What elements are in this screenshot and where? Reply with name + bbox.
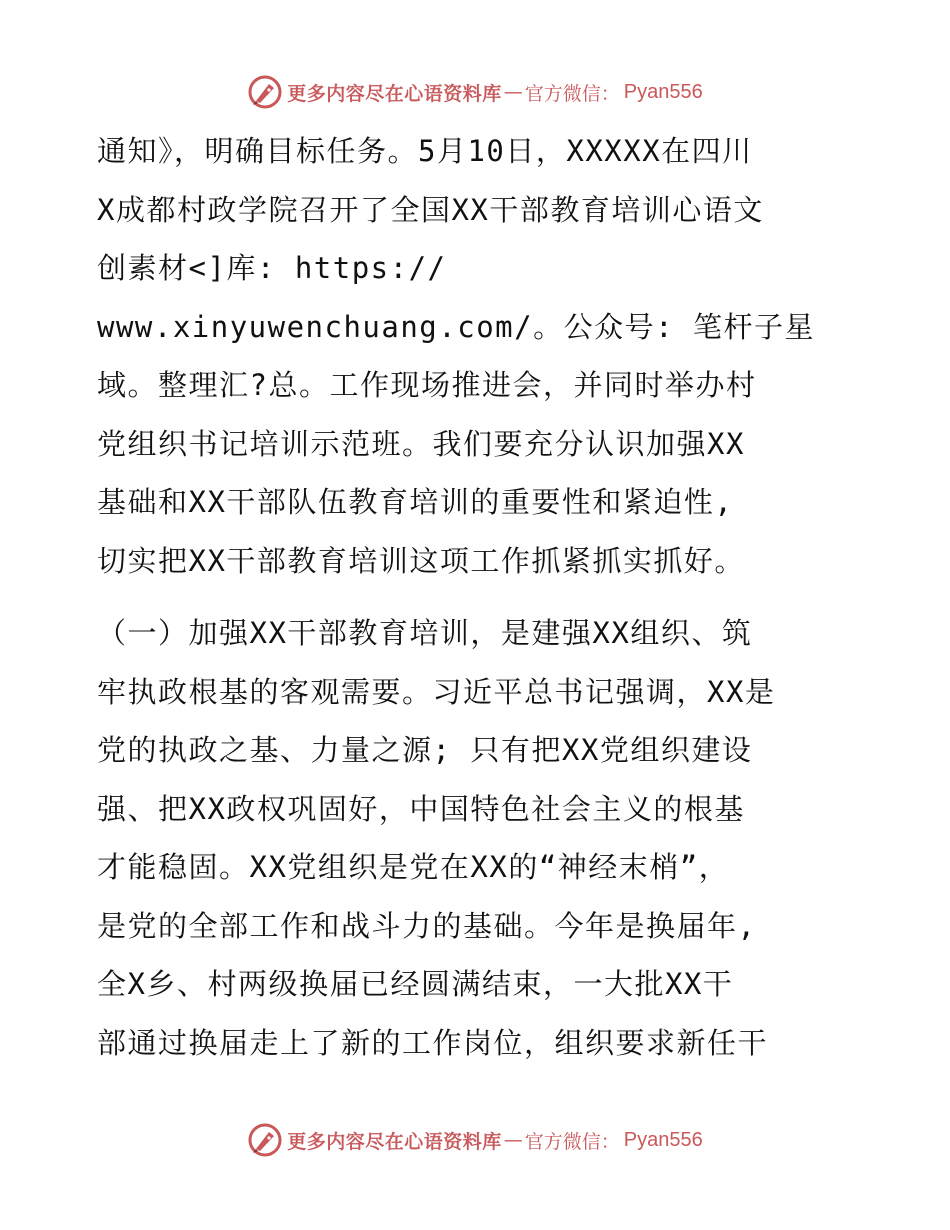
text-line: 基础和XX干部队伍教育培训的重要性和紧迫性, xyxy=(97,485,734,519)
footer-watermark-banner xyxy=(0,1118,950,1162)
text-line: 创素材<]库: https:// xyxy=(97,251,447,285)
text-line: X成都村政学院召开了全国XX干部教育培训心语文 xyxy=(97,192,764,227)
text-line: 党组织书记培训示范班。我们要充分认识加强XX xyxy=(97,426,745,461)
watermark-text: 更多内容尽在心语资料库 xyxy=(287,1130,502,1153)
text-line: 牢执政根基的客观需要。习近平总书记强调，XX是 xyxy=(97,674,776,709)
text-line: 域。整理汇?总。工作现场推进会，并同时举办村 xyxy=(97,368,757,402)
watermark-dash: — xyxy=(503,81,523,103)
watermark-handle-label: 官方微信 xyxy=(524,82,601,105)
text-line: 切实把XX干部教育培训这项工作抓紧抓实抓好。 xyxy=(97,543,745,578)
text-line: 才能稳固。XX党组织是党在XX的“神经末梢”， xyxy=(97,850,730,884)
watermark-colon: ： xyxy=(600,1130,620,1153)
paragraph-gap xyxy=(97,590,867,604)
text-line: 全X乡、村两级换届已经圆满结束，一大批XX干 xyxy=(97,967,734,1001)
text-line: www.xinyuwenchuang.com/。公众号: 笔杆子星 xyxy=(97,309,815,344)
watermark-colon: ： xyxy=(600,82,620,105)
paragraph-1 xyxy=(97,122,867,590)
watermark-handle-label: 官方微信 xyxy=(524,1130,601,1153)
text-line: （一）加强XX干部教育培训，是建强XX组织、筑 xyxy=(97,616,753,650)
watermark-wechat-id: Pyan556 xyxy=(623,1128,703,1151)
pen-nib-logo-icon xyxy=(247,74,283,110)
text-line: 是党的全部工作和战斗力的基础。今年是换届年, xyxy=(97,908,757,943)
watermark-text: 更多内容尽在心语资料库 xyxy=(287,82,502,105)
header-watermark-banner xyxy=(0,70,950,114)
pen-nib-logo-icon xyxy=(247,1122,283,1158)
document-body xyxy=(97,122,867,1072)
text-line: 强、把XX政权巩固好，中国特色社会主义的根基 xyxy=(97,791,745,826)
text-line: 部通过换届走上了新的工作岗位，组织要求新任干 xyxy=(97,1025,769,1060)
watermark-wechat-id: Pyan556 xyxy=(623,80,703,103)
watermark-dash: — xyxy=(503,1129,523,1151)
text-line: 党的执政之基、力量之源; 只有把XX党组织建设 xyxy=(97,733,753,767)
text-line: 通知》，明确目标任务。5月10日，XXXXX在四川 xyxy=(97,134,753,168)
paragraph-2 xyxy=(97,604,867,1072)
